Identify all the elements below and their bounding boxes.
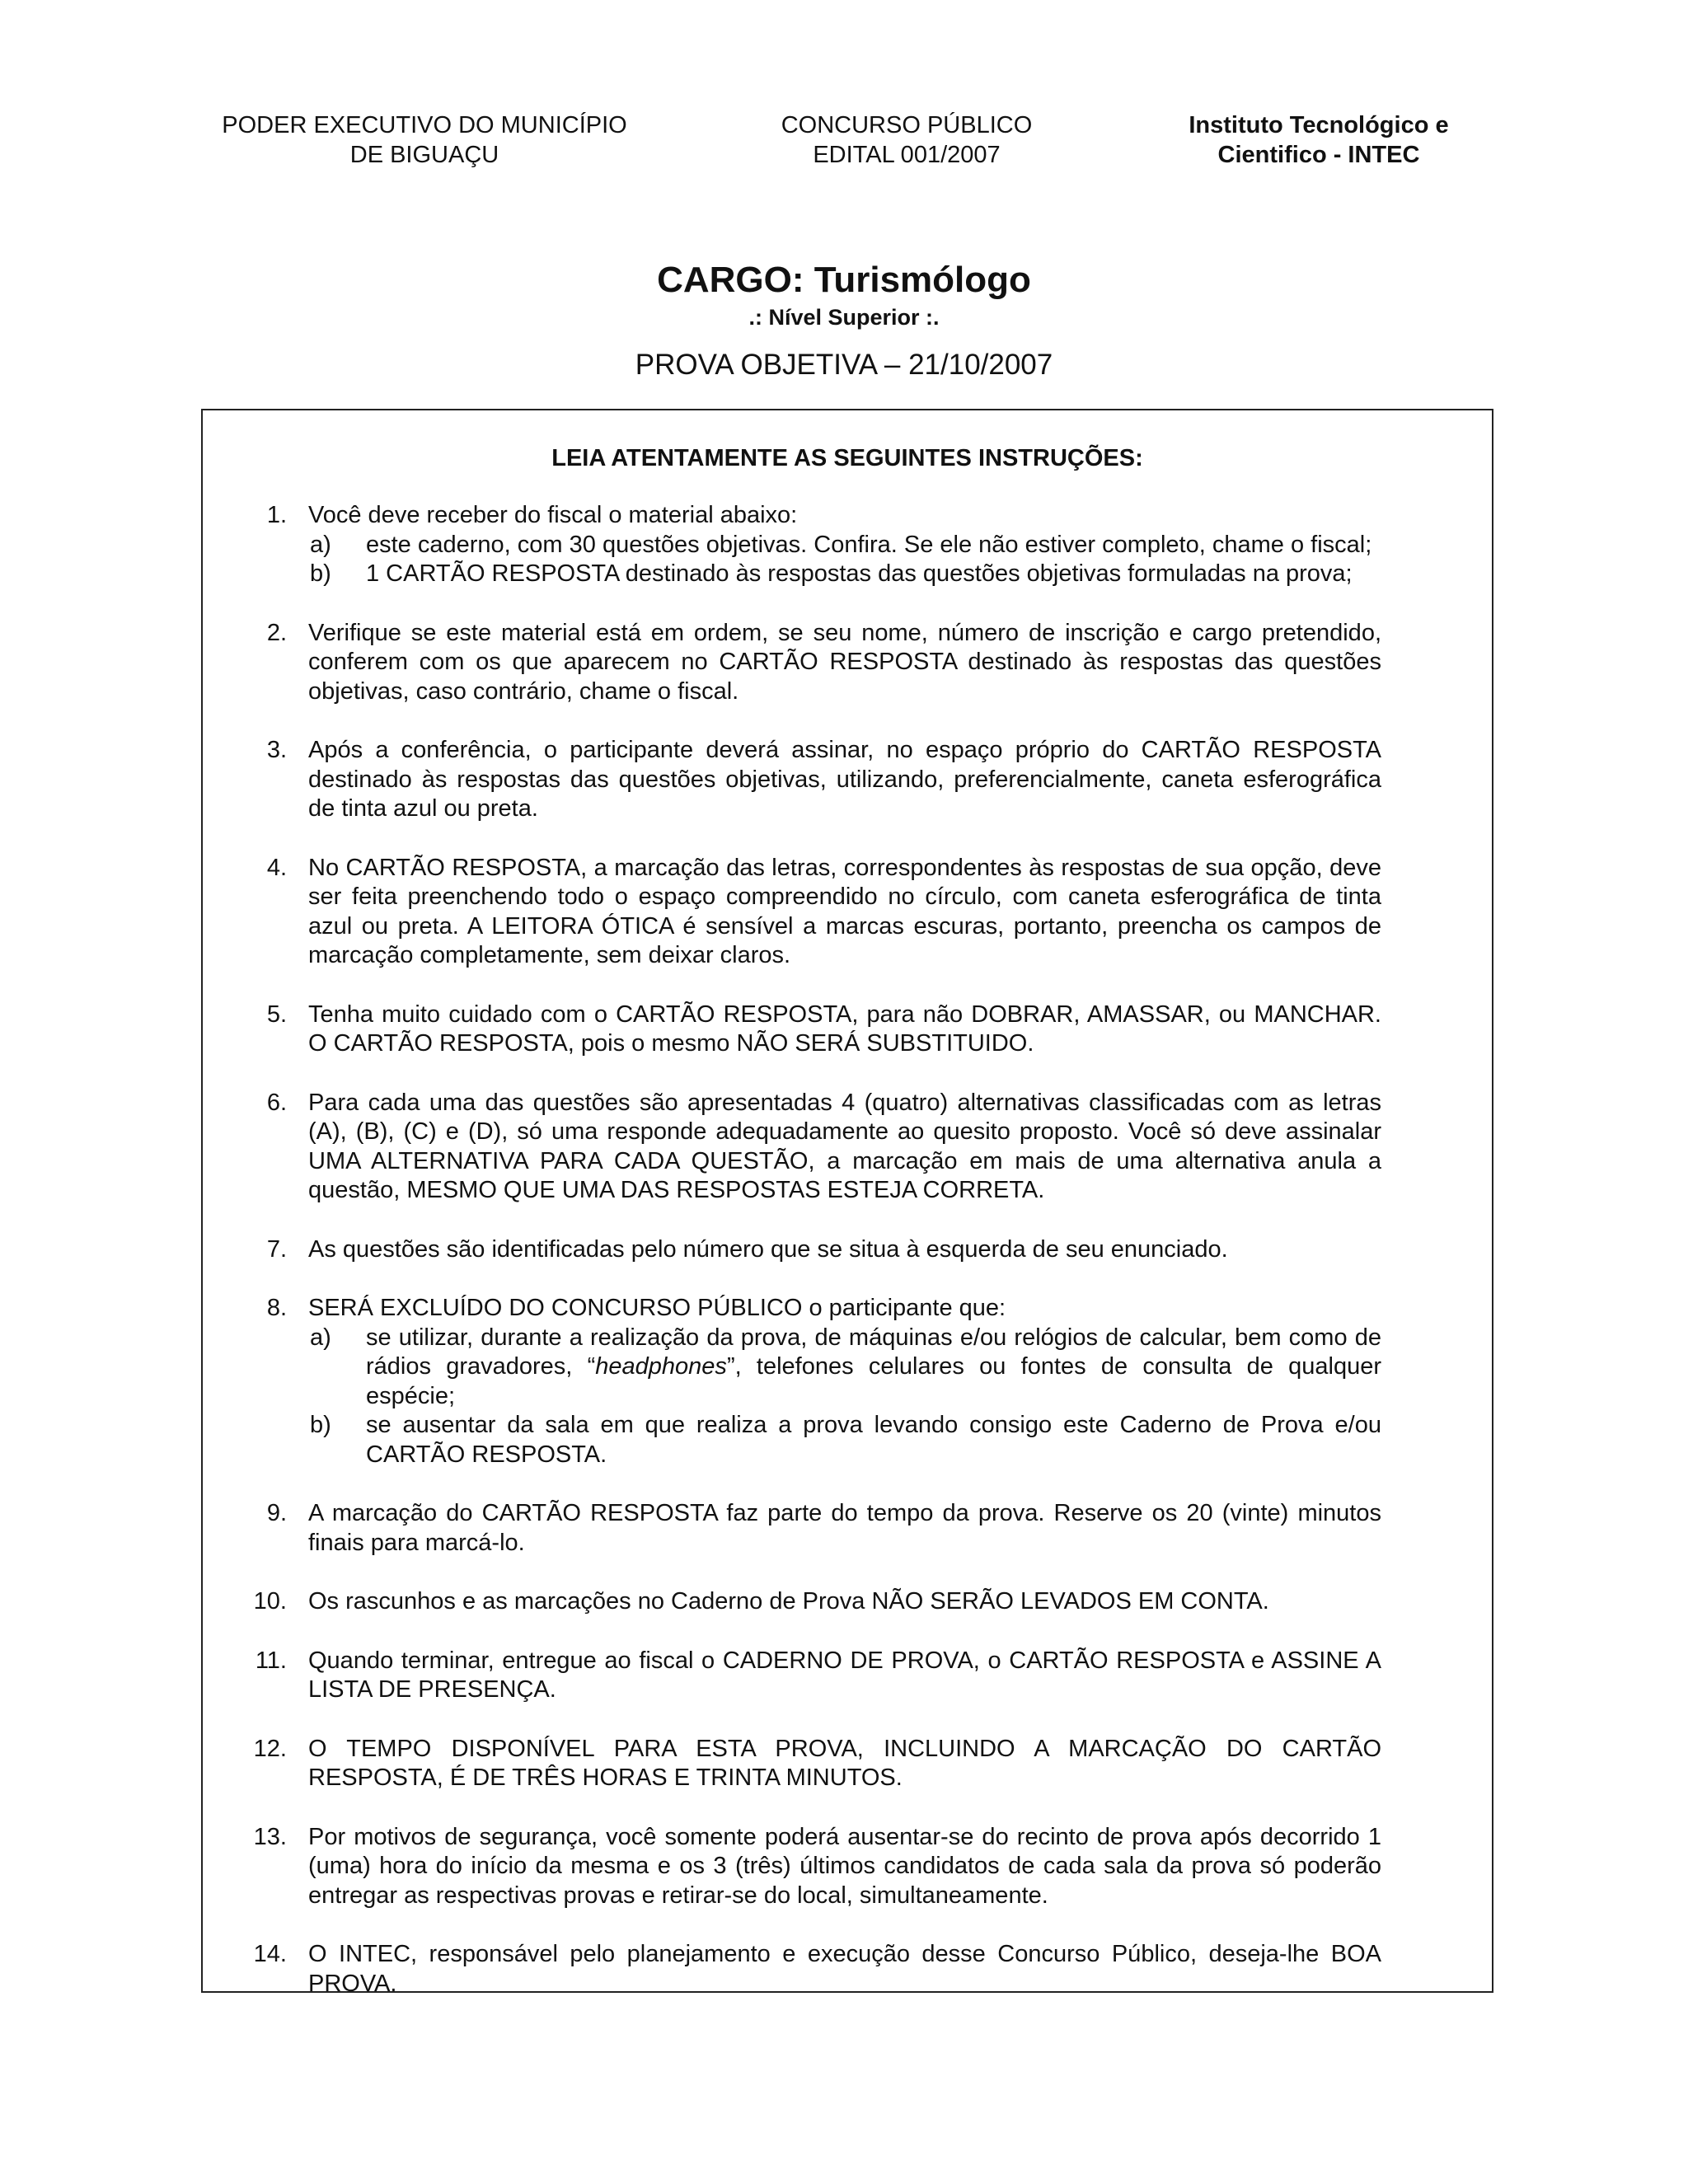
instruction-item-7	[203, 1235, 1492, 1265]
instruction-item-5	[203, 1001, 1492, 1059]
instruction-item-2	[203, 619, 1492, 707]
instruction-item-13	[203, 1823, 1492, 1911]
instruction-text: Após a conferência, o participante deverá assinar, no espaço próprio do CARTÃO RESPOSTA destinado às respostas das questões objetivas, utilizando, preferencialmente, caneta esferográfica de tinta azul ou preta.	[308, 737, 1381, 822]
instruction-item-12	[203, 1735, 1492, 1793]
instruction-text: No CARTÃO RESPOSTA, a marcação das letras, correspondentes às respostas de sua opção, deve ser feita preenchendo todo o espaço compreendido no círculo, com caneta esferográfica de tinta azul ou preta. A LEITORA ÓTICA é sensível a marcas escuras, portanto, preencha os campos de marcação completamente, sem deixar claros.	[308, 854, 1381, 968]
instruction-item-8	[203, 1294, 1492, 1469]
subitem-letter: a)	[310, 1324, 331, 1351]
header-institute-line-1: Instituto Tecnológico e	[1189, 112, 1449, 138]
instruction-text: Os rascunhos e as marcações no Caderno de Prova NÃO SERÃO LEVADOS EM CONTA.	[308, 1588, 1269, 1615]
header-institute	[1129, 110, 1508, 170]
instruction-item-10	[203, 1587, 1492, 1617]
instruction-item-9	[203, 1499, 1492, 1558]
instruction-item-3	[203, 736, 1492, 824]
level-subtitle: .: Nível Superior :.	[748, 305, 940, 330]
instruction-subitem	[308, 1324, 1381, 1412]
instruction-number: 11.	[255, 1647, 287, 1674]
instruction-number: 10.	[253, 1588, 287, 1615]
header-municipality-line-2: DE BIGUAÇU	[349, 142, 499, 168]
instruction-item-11	[203, 1647, 1492, 1705]
subitem-text-after: ”, telefones celulares ou fontes de consulta de qualquer espécie;	[366, 1353, 1381, 1409]
subitem-letter: b)	[310, 1412, 331, 1438]
instruction-number: 5.	[266, 1001, 287, 1028]
header-institute-line-2: Cientifico - INTEC	[1217, 142, 1420, 168]
instruction-text: Você deve receber do fiscal o material abaixo:	[308, 502, 798, 528]
subitem-text: se ausentar da sala em que realiza a prova levando consigo este Caderno de Prova e/ou CARTÃO RESPOSTA.	[366, 1412, 1381, 1468]
instruction-number: 7.	[266, 1235, 287, 1263]
subitem-text: 1 CARTÃO RESPOSTA destinado às respostas das questões objetivas formuladas na prova;	[366, 560, 1353, 587]
instruction-sublist	[308, 1324, 1381, 1470]
instructions-list	[203, 501, 1492, 2028]
instruction-subitem	[308, 560, 1381, 589]
instruction-sublist	[308, 531, 1381, 589]
instructions-box	[201, 409, 1493, 1997]
instruction-number: 6.	[266, 1089, 287, 1116]
header-municipality-line-1: PODER EXECUTIVO DO MUNICÍPIO	[222, 112, 627, 138]
instruction-text: SERÁ EXCLUÍDO DO CONCURSO PÚBLICO o participante que:	[308, 1295, 1006, 1321]
instruction-item-4	[203, 854, 1492, 971]
instruction-text: Por motivos de segurança, você somente poderá ausentar-se do recinto de prova após decorrido 1 (uma) hora do início da mesma e os 3 (três) últimos candidatos de cada sala da prova só poderão entregar as respectivas provas e retirar-se do local, simultaneamente.	[308, 1823, 1381, 1909]
instruction-text: Para cada uma das questões são apresentadas 4 (quatro) alternativas classificadas com as letras (A), (B), (C) e (D), só uma responde adequadamente ao quesito proposto. Você só deve assinalar UMA ALTERNATIVA PARA CADA QUESTÃO, a marcação em mais de uma alternativa anula a questão, MESMO QUE UMA DAS RESPOSTAS ESTEJA CORRETA.	[308, 1089, 1381, 1203]
subitem-letter: a)	[310, 531, 331, 558]
instruction-subitem	[308, 531, 1381, 560]
subitem-text-italic: headphones	[595, 1353, 727, 1380]
instruction-number: 12.	[253, 1735, 287, 1762]
instruction-number: 1.	[266, 502, 287, 528]
instruction-text: O TEMPO DISPONÍVEL PARA ESTA PROVA, INCLUINDO A MARCAÇÃO DO CARTÃO RESPOSTA, É DE TRÊS HORAS E TRINTA MINUTOS.	[308, 1735, 1381, 1791]
instruction-number: 9.	[266, 1500, 287, 1526]
instruction-item-1	[203, 501, 1492, 589]
subitem-text-before: se utilizar, durante a realização da prova, de máquinas e/ou relógios de calcular, bem como de rádios gravadores, “	[366, 1324, 1381, 1380]
instruction-content	[308, 1294, 1381, 1469]
header-contest	[717, 110, 1096, 170]
exam-title: PROVA OBJETIVA – 21/10/2007	[635, 349, 1053, 381]
instruction-item-14	[203, 1940, 1492, 1999]
header-contest-line-1: CONCURSO PÚBLICO	[781, 112, 1033, 138]
instruction-text: Quando terminar, entregue ao fiscal o CADERNO DE PROVA, o CARTÃO RESPOSTA e ASSINE A LISTA DE PRESENÇA.	[308, 1647, 1381, 1703]
instruction-text: Verifique se este material está em ordem, se seu nome, número de inscrição e cargo pretendido, conferem com os que aparecem no CARTÃO RESPOSTA destinado às respostas das questões objetivas, caso contrário, chame o fiscal.	[308, 619, 1381, 705]
instruction-subitem	[308, 1411, 1381, 1469]
instruction-number: 14.	[253, 1941, 287, 1967]
instruction-number: 13.	[253, 1823, 287, 1850]
header-municipality	[181, 110, 668, 170]
instruction-content	[308, 501, 1381, 589]
instruction-number: 3.	[266, 737, 287, 763]
header-contest-line-2: EDITAL 001/2007	[813, 142, 1001, 168]
instruction-text: A marcação do CARTÃO RESPOSTA faz parte do tempo da prova. Reserve os 20 (vinte) minutos finais para marcá-lo.	[308, 1500, 1381, 1556]
instruction-number: 4.	[266, 854, 287, 881]
instruction-text: O INTEC, responsável pelo planejamento e execução desse Concurso Público, deseja-lhe BOA PROVA.	[308, 1941, 1381, 1997]
instruction-number: 2.	[266, 619, 287, 646]
instruction-item-6	[203, 1089, 1492, 1206]
page-header	[0, 110, 1688, 176]
instructions-title: LEIA ATENTAMENTE AS SEGUINTES INSTRUÇÕES:	[551, 445, 1143, 471]
subitem-letter: b)	[310, 560, 331, 587]
position-title: CARGO: Turismólogo	[657, 260, 1031, 300]
instruction-text: As questões são identificadas pelo número que se situa à esquerda de seu enunciado.	[308, 1235, 1228, 1263]
instruction-text: Tenha muito cuidado com o CARTÃO RESPOSTA, para não DOBRAR, AMASSAR, ou MANCHAR. O CARTÃO RESPOSTA, pois o mesmo NÃO SERÁ SUBSTITUIDO.	[308, 1001, 1381, 1057]
subitem-text: este caderno, com 30 questões objetivas. Confira. Se ele não estiver completo, chame o fiscal;	[366, 531, 1372, 558]
instruction-number: 8.	[266, 1295, 287, 1321]
